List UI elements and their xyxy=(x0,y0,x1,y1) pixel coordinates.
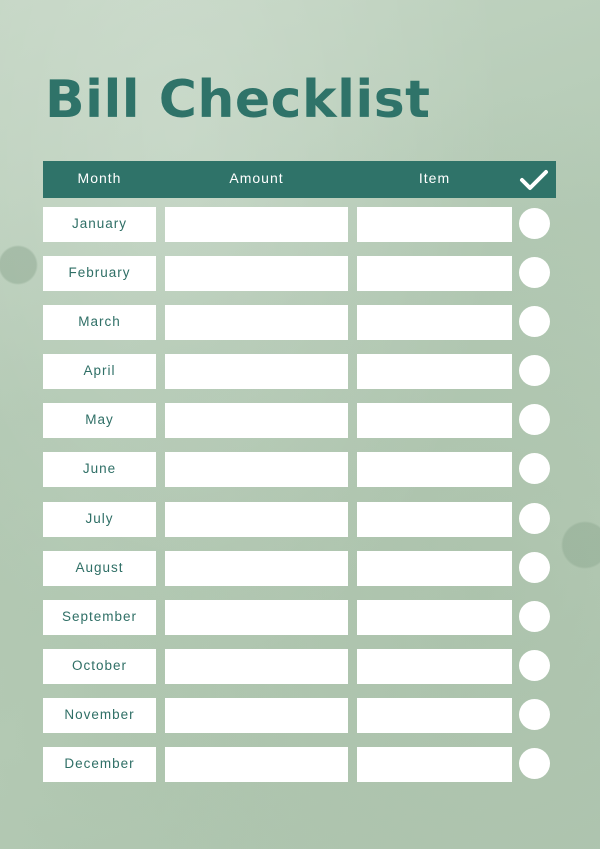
amount-field[interactable] xyxy=(165,551,348,586)
check-circle[interactable] xyxy=(519,306,550,337)
header-month: Month xyxy=(77,170,122,186)
checkmark-icon xyxy=(519,168,549,192)
item-field[interactable] xyxy=(357,502,512,537)
check-circle[interactable] xyxy=(519,355,550,386)
item-field[interactable] xyxy=(357,207,512,242)
amount-field[interactable] xyxy=(165,600,348,635)
item-field[interactable] xyxy=(357,649,512,684)
amount-field[interactable] xyxy=(165,502,348,537)
amount-field[interactable] xyxy=(165,354,348,389)
amount-field[interactable] xyxy=(165,747,348,782)
header-item: Item xyxy=(418,170,451,186)
check-circle[interactable] xyxy=(519,208,550,239)
table-row xyxy=(43,747,556,782)
table-row xyxy=(43,551,556,586)
amount-field[interactable] xyxy=(165,207,348,242)
check-circle[interactable] xyxy=(519,699,550,730)
amount-field[interactable] xyxy=(165,403,348,438)
month-label: October xyxy=(43,649,156,684)
table-row xyxy=(43,305,556,340)
checklist-rows xyxy=(43,207,556,796)
item-field[interactable] xyxy=(357,600,512,635)
table-row xyxy=(43,649,556,684)
table-row xyxy=(43,256,556,291)
table-header xyxy=(43,161,556,198)
month-label: November xyxy=(43,698,156,733)
amount-field[interactable] xyxy=(165,256,348,291)
item-field[interactable] xyxy=(357,452,512,487)
month-label: December xyxy=(43,747,156,782)
amount-field[interactable] xyxy=(165,305,348,340)
table-row xyxy=(43,403,556,438)
table-row xyxy=(43,207,556,242)
item-field[interactable] xyxy=(357,698,512,733)
month-label: May xyxy=(43,403,156,438)
month-label: August xyxy=(43,551,156,586)
item-field[interactable] xyxy=(357,354,512,389)
check-circle[interactable] xyxy=(519,601,550,632)
table-row xyxy=(43,502,556,537)
month-label: January xyxy=(43,207,156,242)
month-label: July xyxy=(43,502,156,537)
table-row xyxy=(43,600,556,635)
table-row xyxy=(43,698,556,733)
month-label: September xyxy=(43,600,156,635)
month-label: June xyxy=(43,452,156,487)
item-field[interactable] xyxy=(357,256,512,291)
item-field[interactable] xyxy=(357,305,512,340)
check-circle[interactable] xyxy=(519,748,550,779)
header-check xyxy=(515,161,553,198)
check-circle[interactable] xyxy=(519,453,550,484)
amount-field[interactable] xyxy=(165,698,348,733)
item-field[interactable] xyxy=(357,551,512,586)
table-row xyxy=(43,452,556,487)
item-field[interactable] xyxy=(357,747,512,782)
table-row xyxy=(43,354,556,389)
check-circle[interactable] xyxy=(519,503,550,534)
check-circle[interactable] xyxy=(519,404,550,435)
page-title: Bill Checklist xyxy=(45,70,431,130)
check-circle[interactable] xyxy=(519,650,550,681)
check-circle[interactable] xyxy=(519,257,550,288)
item-field[interactable] xyxy=(357,403,512,438)
month-label: March xyxy=(43,305,156,340)
header-amount: Amount xyxy=(229,170,284,186)
check-circle[interactable] xyxy=(519,552,550,583)
amount-field[interactable] xyxy=(165,452,348,487)
month-label: February xyxy=(43,256,156,291)
month-label: April xyxy=(43,354,156,389)
amount-field[interactable] xyxy=(165,649,348,684)
